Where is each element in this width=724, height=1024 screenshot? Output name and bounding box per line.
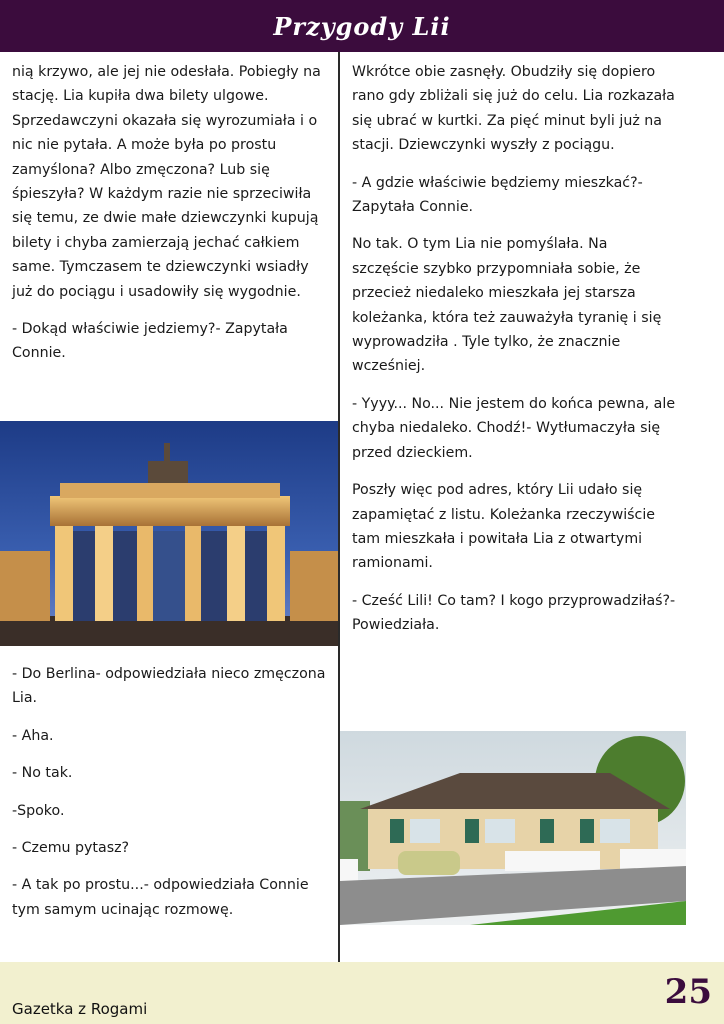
paragraph: - A gdzie właściwie będziemy mieszkać?- Zapytała Connie.: [352, 174, 643, 216]
paragraph: Poszły więc pod adres, który Lii udało się zapamiętać z listu. Koleżanka rzeczywiście tam mieszkała i powitała Lia z otwartymi ramionami.: [352, 482, 656, 572]
paragraph: - Czemu pytasz?: [12, 840, 130, 857]
paragraph: - Do Berlina- odpowiedziała nieco zmęczona Lia.: [12, 666, 326, 707]
house-photo: [340, 731, 686, 925]
right-column-text: [352, 60, 676, 651]
paragraph: - Cześć Lili! Co tam? I kogo przyprowadziłaś?- Powiedziała.: [352, 592, 676, 634]
paragraph: - A tak po prostu...- odpowiedziała Connie tym samym ucinając rozmowę.: [12, 877, 309, 918]
publication-name: Gazetka z Rogami: [12, 1000, 148, 1018]
paragraph: nią krzywo, ale jej nie odesłała. Pobiegły na stację. Lia kupiła dwa bilety ulgowe. Sprzedawczyni okazała się wyrozumiała i o nic nie pytała. A może była po prostu zamyślona? Albo zmęczona? Lub się śpieszyła? W każdym razie nie sprzeciwiła się temu, ze dwie małe dziewczynki kupują bilety i chyba zamierzają jechać całkiem same. Tymczasem te dziewczynki wsiadły już do pociągu i usadowiły się wygodnie.: [12, 64, 321, 300]
brandenburg-gate-photo: [0, 421, 338, 646]
page-footer: [0, 962, 724, 1024]
paragraph: - Yyyy... No... Nie jestem do końca pewna, ale chyba niedaleko. Chodź!- Wytłumaczyła się przed dzieckiem.: [352, 395, 676, 461]
left-column-bottom-text: [12, 662, 328, 935]
page-header: [0, 0, 724, 52]
page-title: Przygody Lii: [273, 11, 451, 41]
left-column-top-text: [12, 60, 328, 379]
paragraph: Wkrótce obie zasnęły. Obudziły się dopiero rano gdy zbliżali się już do celu. Lia rozkazała się ubrać w kurtki. Za pięć minut byli już na stacji. Dziewczynki wyszły z pociągu.: [352, 64, 675, 154]
paragraph: - Aha.: [12, 727, 54, 744]
paragraph: - Dokąd właściwie jedziemy?- Zapytała Connie.: [12, 321, 288, 362]
paragraph: No tak. O tym Lia nie pomyślała. Na szczęście szybko przypomniała sobie, że przecież niedaleko mieszkała jej starsza koleżanka, która też zauważyła tyranię i się wyprowadziła . Tyle tylko, że znacznie wcześniej.: [352, 236, 662, 375]
paragraph: - No tak.: [12, 765, 73, 782]
page-number: 25: [664, 972, 712, 1012]
paragraph: -Spoko.: [12, 802, 65, 819]
